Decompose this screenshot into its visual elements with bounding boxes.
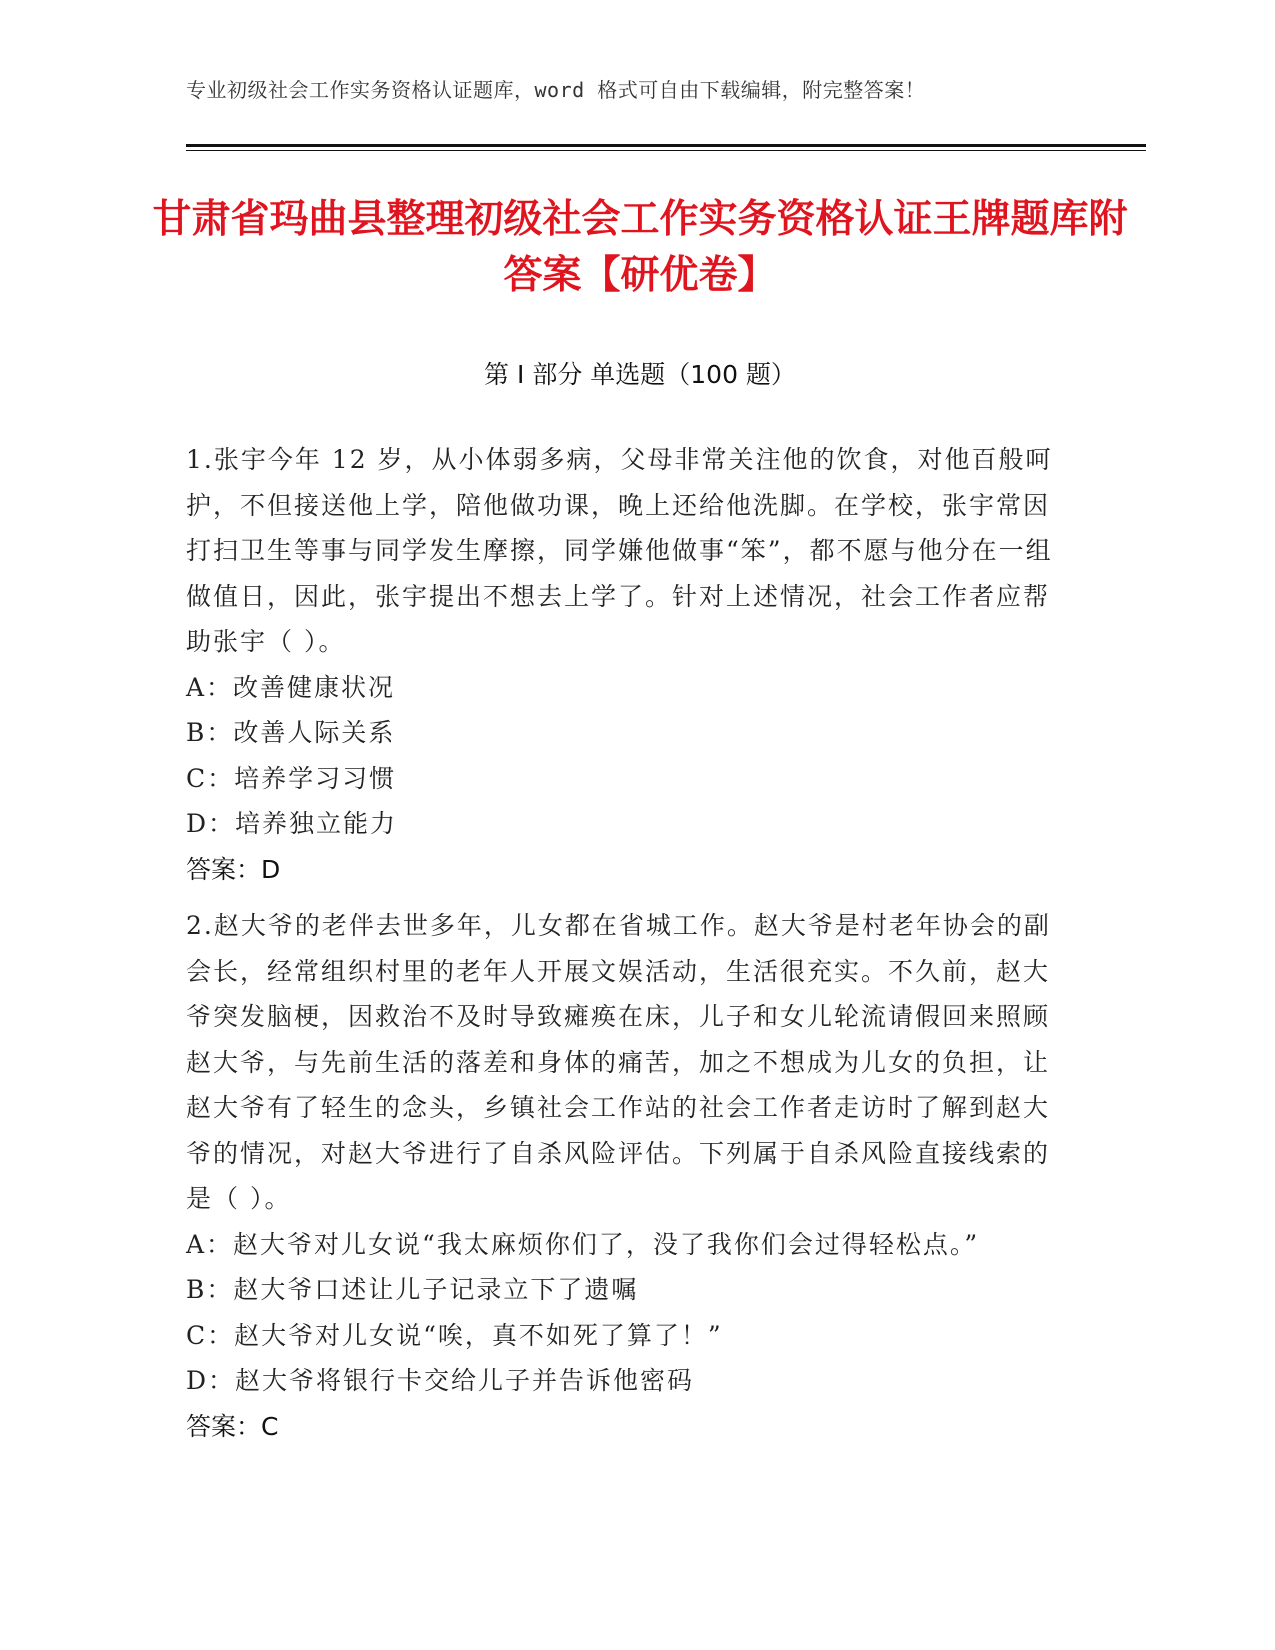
option-b: B：赵大爷口述让儿子记录立下了遗嘱 xyxy=(186,1275,639,1304)
header-note: 专业初级社会工作实务资格认证题库，word 格式可自由下载编辑，附完整答案！ xyxy=(186,78,926,102)
document-title: 甘肃省玛曲县整理初级社会工作实务资格认证王牌题库附答案【研优卷】 xyxy=(152,197,1128,298)
question-1 xyxy=(186,437,1066,892)
option-d: D：培养独立能力 xyxy=(186,809,398,838)
option-d: D：赵大爷将银行卡交给儿子并告诉他密码 xyxy=(186,1366,695,1395)
option-a: A：赵大爷对儿女说“我太麻烦你们了，没了我你们会过得轻松点。” xyxy=(186,1229,980,1259)
question-2 xyxy=(186,903,1066,1449)
answer: 答案：D xyxy=(186,854,281,884)
question-text: 2.赵大爷的老伴去世多年，儿女都在省城工作。赵大爷是村老年协会的副会长，经常组织村里的老年人开展文娱活动，生活很充实。不久前，赵大爷突发脑梗，因救治不及时导致瘫痪在床，儿子和女儿轮流请假回来照顾赵大爷，与先前生活的落差和身体的痛苦，加之不想成为儿女的负担，让赵大爷有了轻生的念头，乡镇社会工作站的社会工作者走访时了解到赵大爷的情况，对赵大爷进行了自杀风险评估。下列属于自杀风险直接线索的是（ ）。 xyxy=(186,911,1051,1213)
option-c: C：培养学习习惯 xyxy=(186,763,397,793)
option-c: C：赵大爷对儿女说“唉，真不如死了算了！” xyxy=(186,1320,723,1350)
answer: 答案：C xyxy=(186,1411,279,1441)
header-rule-thin xyxy=(186,150,1146,151)
question-text: 1.张宇今年 12 岁，从小体弱多病，父母非常关注他的饮食，对他百般呵护，不但接送他上学，陪他做功课，晚上还给他洗脚。在学校，张宇常因打扫卫生等事与同学发生摩擦，同学嫌他做事“笨”，都不愿与他分在一组做值日，因此，张宇提出不想去上学了。针对上述情况，社会工作者应帮助张宇（ ）。 xyxy=(186,445,1053,656)
option-a: A：改善健康状况 xyxy=(186,672,396,702)
option-b: B：改善人际关系 xyxy=(186,718,396,747)
section-heading: 第 I 部分 单选题（100 题） xyxy=(484,360,796,389)
header-rule-thick xyxy=(186,144,1146,147)
